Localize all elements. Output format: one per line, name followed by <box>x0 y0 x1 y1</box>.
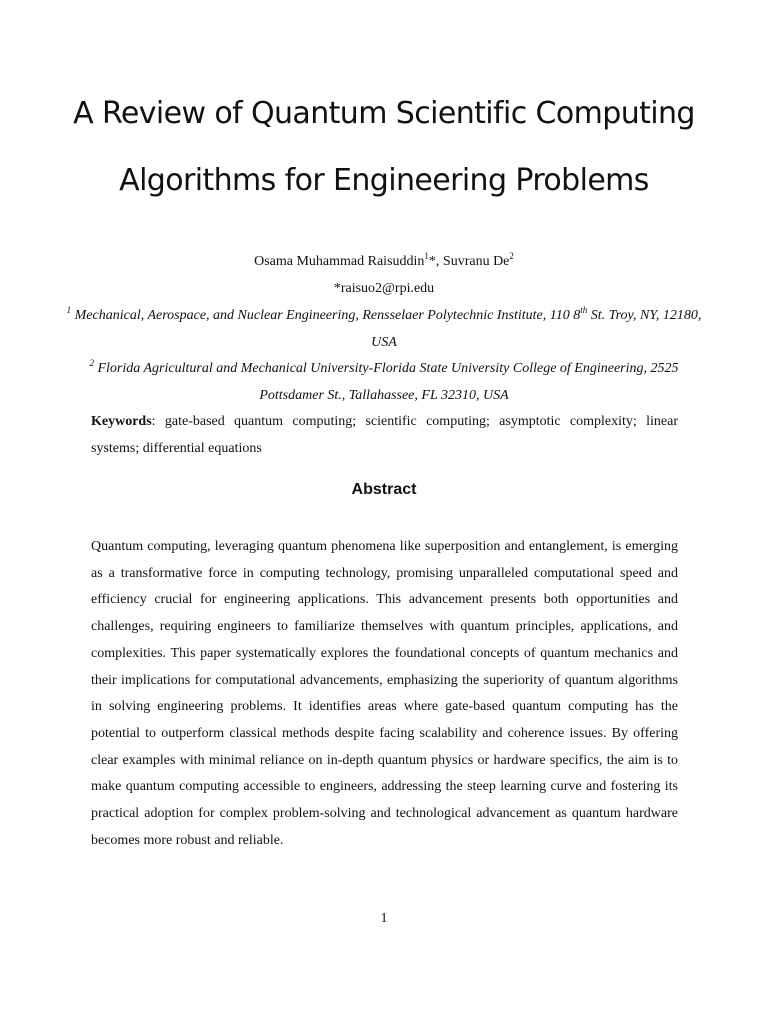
affiliation-1-ordinal: th <box>580 305 588 315</box>
title-line-2: Algorithms for Engineering Problems <box>119 163 649 198</box>
keywords-label: Keywords <box>91 414 152 429</box>
affiliation-1 <box>60 302 708 356</box>
author-list <box>60 248 708 275</box>
abstract-body: Quantum computing, leveraging quantum phenomena like superposition and entanglement, is emerging as a transformative force in computing technology, promising unparalleled computational speed and efficiency crucial for engineering applications. This advancement presents both opportunities and challenges, requiring engineers to familiarize themselves with quantum principles, applications, and complexities. This paper systematically explores the foundational concepts of quantum mechanics and their implications for computational advancements, emphasizing the superiority of quantum algorithms in solving engineering problems. It identifies areas where gate-based quantum computing has the potential to outperform classical methods despite facing scalability and coherence issues. By offering clear examples with minimal reliance on in-depth quantum physics or hardware specifics, the aim is to make quantum computing accessible to engineers, addressing the steep learning curve and fostering its practical adoption for complex problem-solving and technological advancement as quantum hardware becomes more robust and reliable. <box>91 539 678 848</box>
affiliation-1-mark: 1 <box>66 305 72 315</box>
keywords <box>91 408 678 462</box>
affiliation-2-text: Florida Agricultural and Mechanical University-Florida State University College of Engineering, 2525 Pottsdamer St., Tallahassee, FL 32310, USA <box>97 361 679 403</box>
affiliation-2-mark: 2 <box>89 358 94 368</box>
corresponding-email: *raisuo2@rpi.edu <box>333 281 435 296</box>
author-1-name: Osama Muhammad Raisuddin <box>254 254 425 269</box>
page-number: 1 <box>380 911 388 926</box>
author-2-affiliation-mark: 2 <box>509 251 514 261</box>
abstract-heading: Abstract <box>351 481 417 498</box>
affiliation-1-text-b: St. Troy, NY, 12180, USA <box>371 308 702 350</box>
keywords-text: : gate-based quantum computing; scientific computing; asymptotic complexity; linear systems; differential equations <box>91 414 678 456</box>
author-1-affiliation-mark: 1 <box>424 251 429 261</box>
corresponding-author-mark: *, <box>428 254 440 269</box>
title-line-1: A Review of Quantum Scientific Computing <box>73 96 695 131</box>
affiliation-2 <box>60 355 708 409</box>
author-2-name: Suvranu De <box>442 254 510 269</box>
affiliation-1-text-a: Mechanical, Aerospace, and Nuclear Engineering, Rensselaer Polytechnic Institute, 110 8 <box>74 308 581 323</box>
